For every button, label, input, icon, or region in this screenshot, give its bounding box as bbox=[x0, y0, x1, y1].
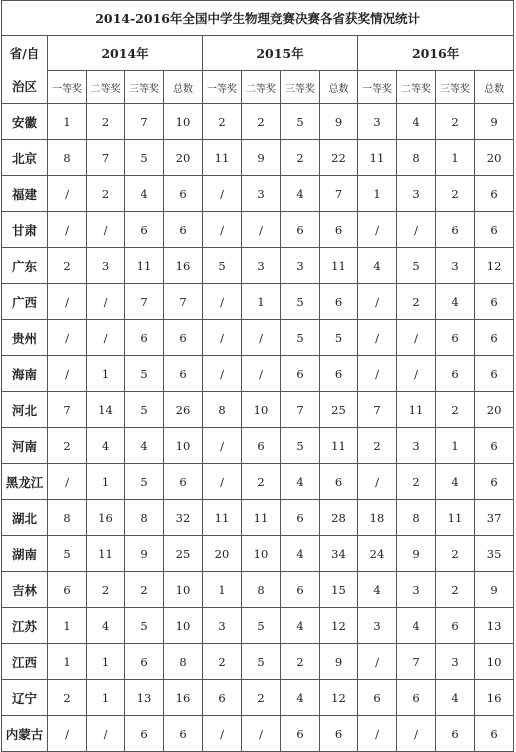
province-cell: 贵州 bbox=[2, 320, 48, 356]
award-count-cell: 2 bbox=[87, 176, 125, 212]
award-count-cell: 5 bbox=[125, 140, 164, 176]
table-row bbox=[2, 320, 514, 356]
award-count-cell: 32 bbox=[164, 500, 203, 536]
award-count-cell: 14 bbox=[87, 392, 125, 428]
award-count-cell: 6 bbox=[320, 212, 358, 248]
award-count-cell: 4 bbox=[436, 284, 475, 320]
award-count-cell: 6 bbox=[242, 428, 281, 464]
award-count-cell: 4 bbox=[281, 464, 320, 500]
award-count-cell: / bbox=[203, 428, 242, 464]
award-count-cell: 6 bbox=[164, 356, 203, 392]
award-count-cell: 34 bbox=[320, 536, 358, 572]
award-count-cell: 2 bbox=[203, 104, 242, 140]
table-row bbox=[2, 284, 514, 320]
award-count-cell: 5 bbox=[281, 104, 320, 140]
award-count-cell: 25 bbox=[320, 392, 358, 428]
award-count-cell: 20 bbox=[203, 536, 242, 572]
award-count-cell: / bbox=[358, 644, 397, 680]
award-count-cell: 1 bbox=[242, 284, 281, 320]
award-count-cell: 6 bbox=[475, 212, 514, 248]
award-count-cell: 11 bbox=[87, 536, 125, 572]
award-count-cell: / bbox=[242, 212, 281, 248]
award-count-cell: 4 bbox=[281, 608, 320, 644]
award-count-cell: 5 bbox=[125, 392, 164, 428]
award-count-cell: 10 bbox=[164, 104, 203, 140]
award-count-cell: 6 bbox=[281, 500, 320, 536]
award-count-cell: 10 bbox=[164, 428, 203, 464]
award-count-cell: 5 bbox=[203, 248, 242, 284]
award-count-cell: / bbox=[397, 320, 436, 356]
award-count-cell: / bbox=[358, 464, 397, 500]
award-header-third-prize: 三等奖 bbox=[436, 71, 475, 104]
award-count-cell: 2 bbox=[281, 644, 320, 680]
award-count-cell: 20 bbox=[475, 140, 514, 176]
award-count-cell: 7 bbox=[125, 104, 164, 140]
table-title: 2014-2016年全国中学生物理竞赛决赛各省获奖情况统计 bbox=[2, 1, 514, 36]
table-row bbox=[2, 176, 514, 212]
award-count-cell: 7 bbox=[164, 284, 203, 320]
award-count-cell: 6 bbox=[397, 680, 436, 716]
award-count-cell: 6 bbox=[320, 284, 358, 320]
award-count-cell: / bbox=[48, 356, 87, 392]
award-count-cell: 6 bbox=[164, 320, 203, 356]
award-count-cell: 3 bbox=[436, 248, 475, 284]
award-count-cell: / bbox=[48, 716, 87, 752]
award-count-cell: / bbox=[358, 320, 397, 356]
award-count-cell: 6 bbox=[48, 572, 87, 608]
award-count-cell: 15 bbox=[320, 572, 358, 608]
award-count-cell: 5 bbox=[281, 284, 320, 320]
award-count-cell: 13 bbox=[475, 608, 514, 644]
award-count-cell: 9 bbox=[475, 104, 514, 140]
award-count-cell: 16 bbox=[164, 248, 203, 284]
province-cell: 河北 bbox=[2, 392, 48, 428]
award-count-cell: 4 bbox=[281, 176, 320, 212]
award-count-cell: 12 bbox=[320, 680, 358, 716]
award-header-total: 总数 bbox=[475, 71, 514, 104]
award-header-first-prize: 一等奖 bbox=[48, 71, 87, 104]
award-count-cell: 2 bbox=[436, 536, 475, 572]
award-count-cell: 6 bbox=[281, 572, 320, 608]
year-header-2016: 2016年 bbox=[358, 36, 514, 71]
award-count-cell: 1 bbox=[358, 176, 397, 212]
award-count-cell: 2 bbox=[87, 104, 125, 140]
award-count-cell: / bbox=[203, 356, 242, 392]
award-count-cell: 3 bbox=[203, 608, 242, 644]
province-cell: 福建 bbox=[2, 176, 48, 212]
award-count-cell: 5 bbox=[125, 608, 164, 644]
award-count-cell: 7 bbox=[125, 284, 164, 320]
award-count-cell: 4 bbox=[397, 608, 436, 644]
table-row bbox=[2, 716, 514, 752]
table-row bbox=[2, 536, 514, 572]
award-count-cell: 28 bbox=[320, 500, 358, 536]
award-count-cell: 6 bbox=[475, 320, 514, 356]
award-count-cell: 3 bbox=[397, 176, 436, 212]
award-count-cell: 6 bbox=[475, 428, 514, 464]
table-row bbox=[2, 464, 514, 500]
award-count-cell: 16 bbox=[475, 680, 514, 716]
award-count-cell: 5 bbox=[281, 428, 320, 464]
province-cell: 内蒙古 bbox=[2, 716, 48, 752]
award-count-cell: 2 bbox=[436, 176, 475, 212]
award-count-cell: 2 bbox=[281, 140, 320, 176]
award-count-cell: 3 bbox=[242, 176, 281, 212]
award-count-cell: / bbox=[203, 176, 242, 212]
award-count-cell: 22 bbox=[320, 140, 358, 176]
award-count-cell: 6 bbox=[281, 716, 320, 752]
province-cell: 安徽 bbox=[2, 104, 48, 140]
award-count-cell: 1 bbox=[87, 356, 125, 392]
award-header-second-prize: 二等奖 bbox=[397, 71, 436, 104]
award-count-cell: 9 bbox=[475, 572, 514, 608]
award-count-cell: / bbox=[242, 320, 281, 356]
award-count-cell: 10 bbox=[242, 536, 281, 572]
award-count-cell: / bbox=[397, 356, 436, 392]
award-count-cell: 6 bbox=[436, 608, 475, 644]
award-count-cell: 10 bbox=[242, 392, 281, 428]
award-count-cell: 3 bbox=[397, 572, 436, 608]
award-count-cell: 11 bbox=[203, 500, 242, 536]
award-count-cell: 1 bbox=[87, 464, 125, 500]
award-count-cell: / bbox=[397, 716, 436, 752]
award-statistics-frame bbox=[1, 0, 513, 742]
table-row bbox=[2, 428, 514, 464]
award-count-cell: 9 bbox=[125, 536, 164, 572]
award-count-cell: / bbox=[87, 212, 125, 248]
province-cell: 海南 bbox=[2, 356, 48, 392]
award-count-cell: 6 bbox=[358, 680, 397, 716]
award-count-cell: 10 bbox=[164, 572, 203, 608]
award-count-cell: 2 bbox=[125, 572, 164, 608]
award-count-cell: 2 bbox=[436, 104, 475, 140]
award-count-cell: 11 bbox=[125, 248, 164, 284]
award-count-cell: 6 bbox=[475, 284, 514, 320]
award-count-cell: 8 bbox=[48, 500, 87, 536]
award-header-second-prize: 二等奖 bbox=[242, 71, 281, 104]
province-cell: 辽宁 bbox=[2, 680, 48, 716]
award-count-cell: / bbox=[48, 176, 87, 212]
award-count-cell: 6 bbox=[281, 212, 320, 248]
award-count-cell: 25 bbox=[164, 536, 203, 572]
award-header-first-prize: 一等奖 bbox=[358, 71, 397, 104]
award-count-cell: 11 bbox=[436, 500, 475, 536]
award-count-cell: 4 bbox=[397, 104, 436, 140]
table-row bbox=[2, 680, 514, 716]
award-count-cell: 6 bbox=[475, 356, 514, 392]
award-count-cell: / bbox=[397, 212, 436, 248]
award-count-cell: / bbox=[358, 284, 397, 320]
award-count-cell: 7 bbox=[87, 140, 125, 176]
award-count-cell: 6 bbox=[164, 212, 203, 248]
award-count-cell: 2 bbox=[397, 464, 436, 500]
award-count-cell: / bbox=[48, 464, 87, 500]
award-count-cell: / bbox=[48, 320, 87, 356]
award-count-cell: 12 bbox=[320, 608, 358, 644]
table-row bbox=[2, 500, 514, 536]
award-count-cell: 8 bbox=[397, 140, 436, 176]
award-count-cell: 20 bbox=[475, 392, 514, 428]
award-count-cell: 6 bbox=[281, 356, 320, 392]
award-count-cell: / bbox=[203, 320, 242, 356]
award-count-cell: 6 bbox=[203, 680, 242, 716]
award-count-cell: 4 bbox=[125, 176, 164, 212]
award-count-cell: 10 bbox=[164, 608, 203, 644]
award-count-cell: 1 bbox=[48, 104, 87, 140]
province-cell: 湖南 bbox=[2, 536, 48, 572]
award-count-cell: 8 bbox=[242, 572, 281, 608]
table-row bbox=[2, 608, 514, 644]
award-count-cell: 11 bbox=[320, 428, 358, 464]
award-count-cell: 9 bbox=[242, 140, 281, 176]
award-count-cell: 2 bbox=[436, 572, 475, 608]
award-count-cell: 6 bbox=[320, 356, 358, 392]
award-count-cell: 1 bbox=[436, 428, 475, 464]
award-count-cell: 13 bbox=[125, 680, 164, 716]
award-count-cell: 4 bbox=[436, 464, 475, 500]
award-count-cell: 6 bbox=[436, 212, 475, 248]
award-count-cell: 3 bbox=[397, 428, 436, 464]
award-count-cell: 6 bbox=[320, 716, 358, 752]
award-count-cell: 5 bbox=[281, 320, 320, 356]
province-cell: 北京 bbox=[2, 140, 48, 176]
award-count-cell: 1 bbox=[203, 572, 242, 608]
award-count-cell: 5 bbox=[320, 320, 358, 356]
award-count-cell: 3 bbox=[358, 608, 397, 644]
province-cell: 江苏 bbox=[2, 608, 48, 644]
award-count-cell: 6 bbox=[125, 212, 164, 248]
award-count-cell: 6 bbox=[125, 644, 164, 680]
award-count-cell: 16 bbox=[87, 500, 125, 536]
award-header-third-prize: 三等奖 bbox=[125, 71, 164, 104]
province-header-line-1: 省/自 bbox=[9, 45, 40, 61]
award-count-cell: 8 bbox=[164, 644, 203, 680]
award-count-cell: 11 bbox=[320, 248, 358, 284]
award-count-cell: 2 bbox=[87, 572, 125, 608]
award-count-cell: / bbox=[203, 716, 242, 752]
award-count-cell: / bbox=[48, 284, 87, 320]
award-count-cell: 6 bbox=[436, 356, 475, 392]
award-count-cell: 4 bbox=[87, 428, 125, 464]
province-cell: 湖北 bbox=[2, 500, 48, 536]
award-count-cell: 12 bbox=[475, 248, 514, 284]
table-row bbox=[2, 248, 514, 284]
award-count-cell: / bbox=[358, 212, 397, 248]
award-count-cell: 7 bbox=[358, 392, 397, 428]
award-count-cell: / bbox=[87, 320, 125, 356]
award-count-cell: 8 bbox=[125, 500, 164, 536]
award-count-cell: 2 bbox=[48, 680, 87, 716]
award-count-cell: 4 bbox=[358, 248, 397, 284]
award-count-cell: 5 bbox=[125, 356, 164, 392]
province-cell: 河南 bbox=[2, 428, 48, 464]
award-count-cell: 7 bbox=[48, 392, 87, 428]
award-count-cell: 3 bbox=[358, 104, 397, 140]
award-count-cell: 7 bbox=[397, 644, 436, 680]
table-row bbox=[2, 140, 514, 176]
year-header-2015: 2015年 bbox=[203, 36, 358, 71]
award-count-cell: 20 bbox=[164, 140, 203, 176]
province-column-header bbox=[2, 36, 48, 104]
award-count-cell: 3 bbox=[436, 644, 475, 680]
award-count-cell: / bbox=[48, 212, 87, 248]
award-header-first-prize: 一等奖 bbox=[203, 71, 242, 104]
award-count-cell: 8 bbox=[203, 392, 242, 428]
award-count-cell: 7 bbox=[281, 392, 320, 428]
province-cell: 广东 bbox=[2, 248, 48, 284]
award-count-cell: 9 bbox=[397, 536, 436, 572]
award-count-cell: 9 bbox=[320, 104, 358, 140]
province-cell: 江西 bbox=[2, 644, 48, 680]
award-count-cell: / bbox=[358, 356, 397, 392]
award-count-cell: 3 bbox=[87, 248, 125, 284]
award-count-cell: 1 bbox=[87, 644, 125, 680]
award-count-cell: 6 bbox=[125, 716, 164, 752]
award-count-cell: 2 bbox=[436, 392, 475, 428]
award-count-cell: 18 bbox=[358, 500, 397, 536]
award-count-cell: / bbox=[87, 716, 125, 752]
award-count-cell: 9 bbox=[320, 644, 358, 680]
award-count-cell: / bbox=[203, 464, 242, 500]
award-count-cell: 6 bbox=[320, 464, 358, 500]
award-count-cell: / bbox=[242, 716, 281, 752]
award-count-cell: / bbox=[203, 212, 242, 248]
province-cell: 黑龙江 bbox=[2, 464, 48, 500]
province-cell: 广西 bbox=[2, 284, 48, 320]
award-count-cell: 6 bbox=[475, 176, 514, 212]
table-row bbox=[2, 572, 514, 608]
award-count-cell: 16 bbox=[164, 680, 203, 716]
award-count-cell: / bbox=[242, 356, 281, 392]
award-count-cell: 1 bbox=[48, 644, 87, 680]
award-count-cell: 5 bbox=[48, 536, 87, 572]
award-count-cell: 4 bbox=[87, 608, 125, 644]
award-count-cell: 7 bbox=[320, 176, 358, 212]
award-count-cell: 6 bbox=[164, 176, 203, 212]
award-count-cell: 24 bbox=[358, 536, 397, 572]
table-row bbox=[2, 644, 514, 680]
province-cell: 甘肃 bbox=[2, 212, 48, 248]
award-count-cell: 4 bbox=[436, 680, 475, 716]
award-count-cell: 10 bbox=[475, 644, 514, 680]
table-row bbox=[2, 392, 514, 428]
award-header-total: 总数 bbox=[164, 71, 203, 104]
award-count-cell: 2 bbox=[48, 428, 87, 464]
province-cell: 吉林 bbox=[2, 572, 48, 608]
award-count-cell: 5 bbox=[125, 464, 164, 500]
award-count-cell: 2 bbox=[242, 464, 281, 500]
award-count-cell: 11 bbox=[242, 500, 281, 536]
award-count-cell: 11 bbox=[358, 140, 397, 176]
award-count-cell: / bbox=[87, 284, 125, 320]
award-count-cell: 2 bbox=[358, 428, 397, 464]
award-count-cell: 8 bbox=[397, 500, 436, 536]
award-count-cell: 2 bbox=[203, 644, 242, 680]
award-count-cell: 5 bbox=[242, 608, 281, 644]
award-count-cell: 1 bbox=[87, 680, 125, 716]
award-statistics-table bbox=[1, 0, 514, 752]
award-count-cell: 6 bbox=[436, 716, 475, 752]
award-count-cell: 11 bbox=[397, 392, 436, 428]
province-header-line-2: 治区 bbox=[11, 78, 37, 94]
award-count-cell: 5 bbox=[242, 644, 281, 680]
award-count-cell: / bbox=[203, 284, 242, 320]
award-count-cell: 37 bbox=[475, 500, 514, 536]
award-count-cell: 11 bbox=[203, 140, 242, 176]
table-row bbox=[2, 104, 514, 140]
award-count-cell: 4 bbox=[358, 572, 397, 608]
award-count-cell: 4 bbox=[281, 680, 320, 716]
award-count-cell: 6 bbox=[164, 464, 203, 500]
award-count-cell: 3 bbox=[242, 248, 281, 284]
award-count-cell: 6 bbox=[475, 716, 514, 752]
award-count-cell: 1 bbox=[48, 608, 87, 644]
award-count-cell: 2 bbox=[397, 284, 436, 320]
table-row bbox=[2, 356, 514, 392]
award-count-cell: 4 bbox=[281, 536, 320, 572]
award-count-cell: 1 bbox=[436, 140, 475, 176]
award-count-cell: 6 bbox=[164, 716, 203, 752]
award-count-cell: 2 bbox=[242, 104, 281, 140]
award-count-cell: 4 bbox=[125, 428, 164, 464]
award-count-cell: / bbox=[358, 716, 397, 752]
award-count-cell: 8 bbox=[48, 140, 87, 176]
award-count-cell: 6 bbox=[436, 320, 475, 356]
award-header-row bbox=[2, 71, 514, 104]
award-header-total: 总数 bbox=[320, 71, 358, 104]
award-count-cell: 35 bbox=[475, 536, 514, 572]
table-row bbox=[2, 212, 514, 248]
year-header-2014: 2014年 bbox=[48, 36, 203, 71]
award-count-cell: 2 bbox=[48, 248, 87, 284]
award-count-cell: 26 bbox=[164, 392, 203, 428]
award-header-third-prize: 三等奖 bbox=[281, 71, 320, 104]
award-header-second-prize: 二等奖 bbox=[87, 71, 125, 104]
award-count-cell: 5 bbox=[397, 248, 436, 284]
award-count-cell: 6 bbox=[475, 464, 514, 500]
table-body bbox=[2, 104, 514, 752]
award-count-cell: 6 bbox=[125, 320, 164, 356]
award-count-cell: 2 bbox=[242, 680, 281, 716]
award-count-cell: 3 bbox=[281, 248, 320, 284]
